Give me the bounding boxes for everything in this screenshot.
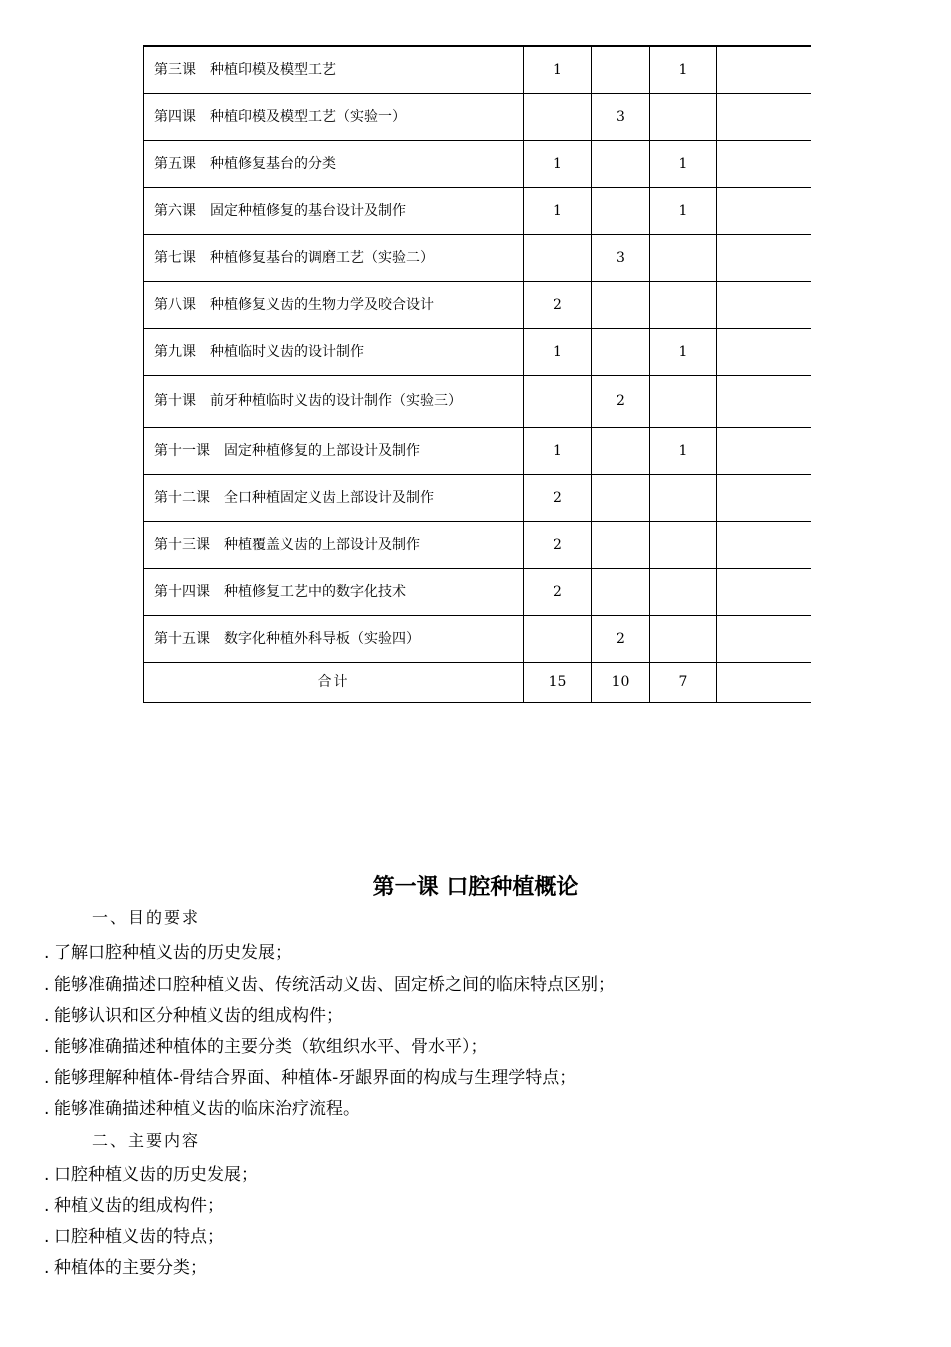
lab-hours-cell [592, 140, 650, 187]
theory-hours-cell [524, 375, 592, 427]
lab-hours-cell [592, 521, 650, 568]
total-lab-hours-cell: 10 [592, 662, 650, 702]
bullet-mark: . [44, 1196, 50, 1216]
objective-item [44, 1063, 576, 1088]
content-item [44, 1222, 224, 1247]
remarks-cell [717, 328, 811, 375]
content-item [44, 1191, 224, 1216]
content-heading: 二、主要内容 [92, 1131, 201, 1150]
remarks-cell [717, 234, 811, 281]
table-row [144, 474, 811, 521]
remarks-cell [717, 474, 811, 521]
lab-hours-cell [592, 281, 650, 328]
practice-hours-cell [650, 375, 717, 427]
theory-hours-cell [524, 234, 592, 281]
lesson-title: 第一课 口腔种植概论 [372, 875, 579, 900]
lab-hours-cell: 2 [592, 615, 650, 662]
theory-hours-cell: 2 [524, 474, 592, 521]
theory-hours-cell: 1 [524, 427, 592, 474]
lesson-name-cell: 第七课 种植修复基台的调磨工艺（实验二） [144, 234, 524, 281]
lesson-name-cell: 第四课 种植印模及模型工艺（实验一） [144, 93, 524, 140]
remarks-cell [717, 521, 811, 568]
lesson-name-cell: 第三课 种植印模及模型工艺 [144, 46, 524, 93]
content-text: 种植体的主要分类； [54, 1258, 207, 1278]
total-remarks-cell [717, 662, 811, 702]
bullet-mark: . [44, 1068, 50, 1088]
content-text: 口腔种植义齿的特点； [54, 1227, 224, 1247]
table-row [144, 93, 811, 140]
table-row [144, 46, 811, 93]
practice-hours-cell [650, 521, 717, 568]
practice-hours-cell: 1 [650, 187, 717, 234]
practice-hours-cell [650, 474, 717, 521]
lab-hours-cell [592, 568, 650, 615]
table-row [144, 521, 811, 568]
remarks-cell [717, 615, 811, 662]
bullet-mark: . [44, 1037, 50, 1057]
bullet-mark: . [44, 1258, 50, 1278]
remarks-cell [717, 568, 811, 615]
bullet-mark: . [44, 1099, 50, 1119]
objective-item [44, 1032, 488, 1057]
practice-hours-cell [650, 281, 717, 328]
lesson-name-cell: 第十课 前牙种植临时义齿的设计制作（实验三） [144, 375, 524, 427]
lesson-name-cell: 第五课 种植修复基台的分类 [144, 140, 524, 187]
remarks-cell [717, 375, 811, 427]
lesson-name-cell: 第十二课 全口种植固定义齿上部设计及制作 [144, 474, 524, 521]
table-row [144, 187, 811, 234]
objective-item [44, 1094, 360, 1119]
lab-hours-cell: 2 [592, 375, 650, 427]
theory-hours-cell: 2 [524, 521, 592, 568]
objective-text: 能够准确描述种植义齿的临床治疗流程。 [54, 1099, 360, 1119]
lesson-name-cell: 第十五课 数字化种植外科导板（实验四） [144, 615, 524, 662]
remarks-cell [717, 93, 811, 140]
total-theory-hours-cell: 15 [524, 662, 592, 702]
lab-hours-cell [592, 474, 650, 521]
lab-hours-cell: 3 [592, 93, 650, 140]
lesson-name-cell: 第六课 固定种植修复的基台设计及制作 [144, 187, 524, 234]
bullet-mark: . [44, 1227, 50, 1247]
objective-item [44, 938, 292, 963]
practice-hours-cell [650, 93, 717, 140]
theory-hours-cell: 1 [524, 328, 592, 375]
table-row [144, 234, 811, 281]
theory-hours-cell: 1 [524, 46, 592, 93]
objectives-heading: 一、目的要求 [92, 908, 201, 927]
table-row [144, 568, 811, 615]
remarks-cell [717, 427, 811, 474]
practice-hours-cell: 1 [650, 140, 717, 187]
bullet-mark: . [44, 1006, 50, 1026]
content-item [44, 1253, 207, 1278]
content-text: 种植义齿的组成构件； [54, 1196, 224, 1216]
content-item [44, 1160, 258, 1185]
practice-hours-cell [650, 234, 717, 281]
lesson-name-cell: 第十四课 种植修复工艺中的数字化技术 [144, 568, 524, 615]
course-hours-table [143, 45, 811, 703]
lesson-name-cell: 第九课 种植临时义齿的设计制作 [144, 328, 524, 375]
objective-text: 能够准确描述种植体的主要分类（软组织水平、骨水平）； [54, 1037, 488, 1057]
practice-hours-cell [650, 615, 717, 662]
remarks-cell [717, 46, 811, 93]
total-label-cell: 合计 [144, 662, 524, 702]
objective-text: 了解口腔种植义齿的历史发展； [54, 943, 292, 963]
table-row [144, 615, 811, 662]
theory-hours-cell: 2 [524, 568, 592, 615]
table-row [144, 427, 811, 474]
table-row [144, 140, 811, 187]
lab-hours-cell [592, 46, 650, 93]
objective-item [44, 1001, 343, 1026]
lab-hours-cell [592, 328, 650, 375]
table-row [144, 375, 811, 427]
theory-hours-cell [524, 615, 592, 662]
theory-hours-cell: 2 [524, 281, 592, 328]
remarks-cell [717, 140, 811, 187]
bullet-mark: . [44, 1165, 50, 1185]
theory-hours-cell: 1 [524, 187, 592, 234]
content-text: 口腔种植义齿的历史发展； [54, 1165, 258, 1185]
table-row [144, 328, 811, 375]
lab-hours-cell [592, 187, 650, 234]
theory-hours-cell: 1 [524, 140, 592, 187]
total-row [144, 662, 811, 702]
remarks-cell [717, 281, 811, 328]
objective-text: 能够理解种植体-骨结合界面、种植体-牙龈界面的构成与生理学特点； [54, 1068, 577, 1088]
objective-text: 能够认识和区分种植义齿的组成构件； [54, 1006, 343, 1026]
theory-hours-cell [524, 93, 592, 140]
practice-hours-cell: 1 [650, 328, 717, 375]
lesson-name-cell: 第十一课 固定种植修复的上部设计及制作 [144, 427, 524, 474]
total-practice-hours-cell: 7 [650, 662, 717, 702]
remarks-cell [717, 187, 811, 234]
lesson-name-cell: 第八课 种植修复义齿的生物力学及咬合设计 [144, 281, 524, 328]
lesson-name-cell: 第十三课 种植覆盖义齿的上部设计及制作 [144, 521, 524, 568]
objective-text: 能够准确描述口腔种植义齿、传统活动义齿、固定桥之间的临床特点区别； [54, 975, 615, 995]
bullet-mark: . [44, 975, 50, 995]
bullet-mark: . [44, 943, 50, 963]
practice-hours-cell: 1 [650, 46, 717, 93]
practice-hours-cell: 1 [650, 427, 717, 474]
table-row [144, 281, 811, 328]
practice-hours-cell [650, 568, 717, 615]
lab-hours-cell [592, 427, 650, 474]
course-hours-table-body [144, 46, 811, 702]
lab-hours-cell: 3 [592, 234, 650, 281]
objective-item [44, 970, 615, 995]
